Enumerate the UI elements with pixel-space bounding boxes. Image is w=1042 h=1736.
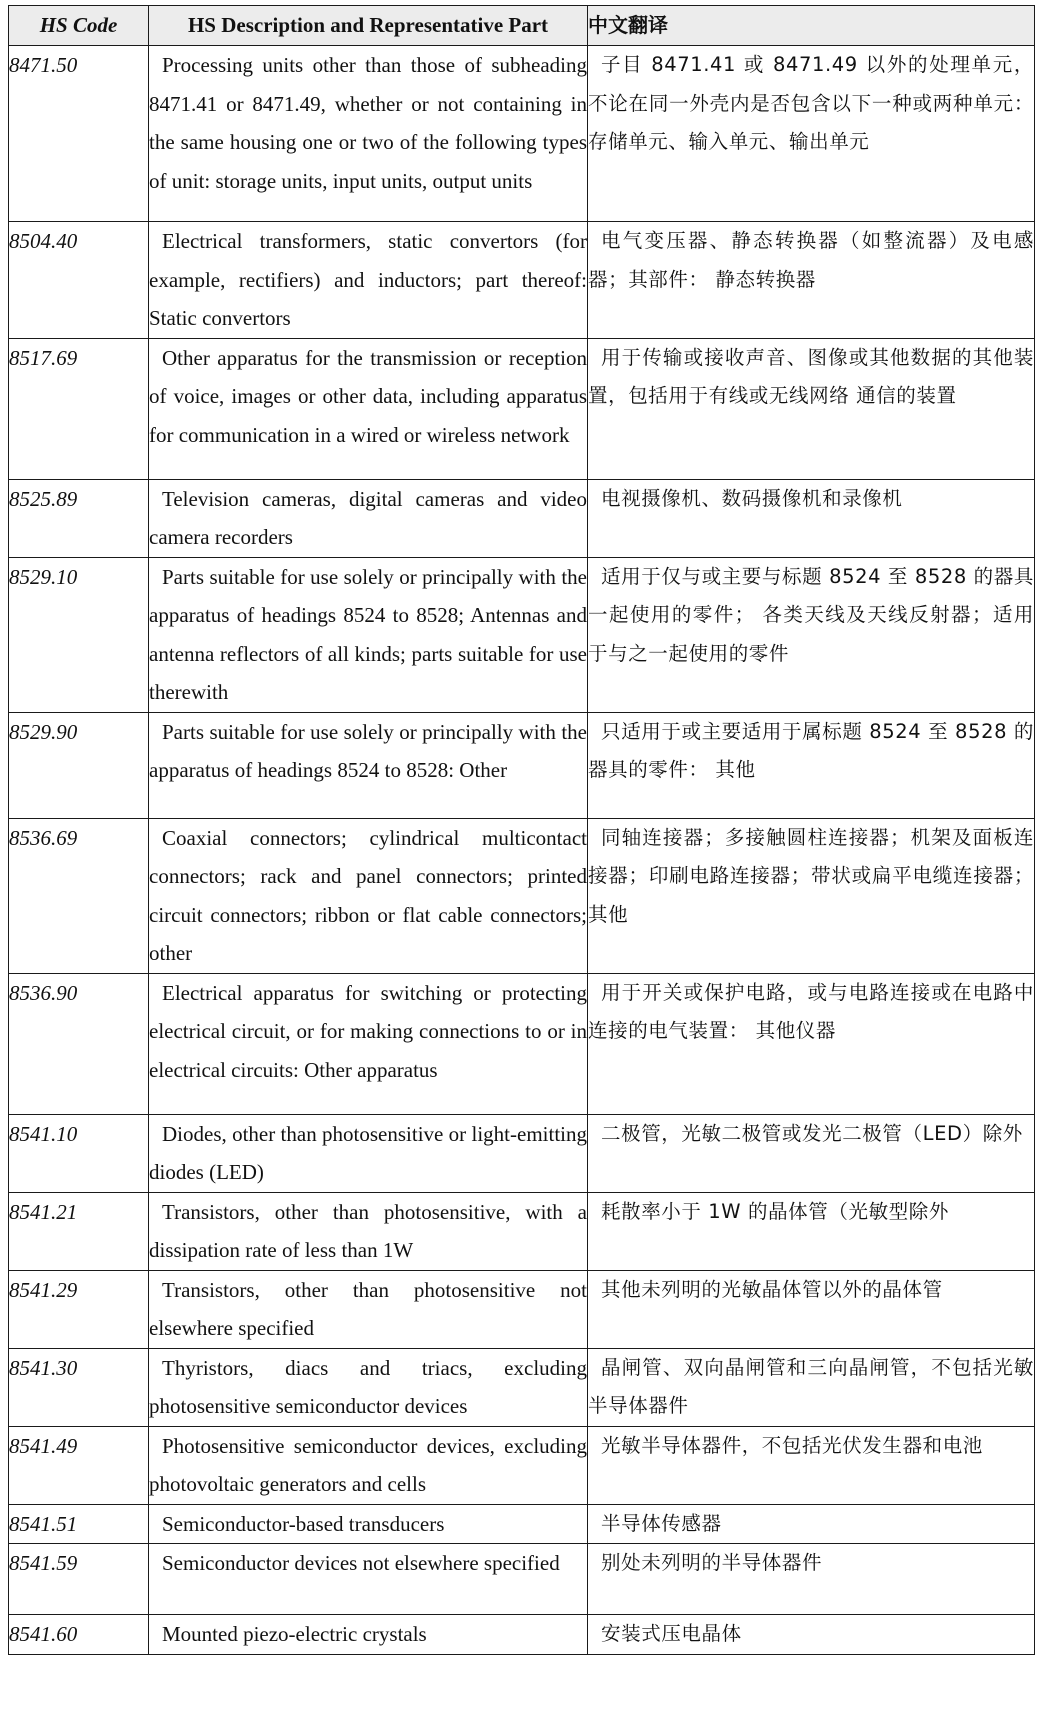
chinese-translation-cell: 用于开关或保护电路，或与电路连接或在电路中连接的电气装置： 其他仪器: [588, 973, 1035, 1114]
chinese-translation-cell: 其他未列明的光敏晶体管以外的晶体管: [588, 1270, 1035, 1348]
hs-code-cell: 8541.21: [9, 1192, 149, 1270]
hs-code-cell: 8541.49: [9, 1426, 149, 1504]
description-cell: Mounted piezo-electric crystals: [149, 1615, 588, 1655]
table-row: [9, 1348, 1035, 1426]
hs-code-cell: 8517.69: [9, 338, 149, 479]
header-chinese-translation: 中文翻译: [588, 6, 1035, 46]
table-row: [9, 973, 1035, 1114]
hs-code-cell: 8471.50: [9, 46, 149, 222]
chinese-translation-cell: 电气变压器、静态转换器（如整流器）及电感器；其部件： 静态转换器: [588, 222, 1035, 339]
table-row: [9, 479, 1035, 557]
description-cell: Parts suitable for use solely or principally with the apparatus of headings 8524 to 8528: Other: [149, 712, 588, 818]
description-cell: Semiconductor devices not elsewhere specified: [149, 1544, 588, 1615]
hs-code-cell: 8529.10: [9, 557, 149, 712]
table-row: [9, 222, 1035, 339]
header-hs-code: HS Code: [9, 6, 149, 46]
description-cell: Electrical transformers, static convertors (for example, rectifiers) and inductors; part thereof: Static convertors: [149, 222, 588, 339]
hs-code-cell: 8541.51: [9, 1504, 149, 1544]
hs-code-cell: 8536.90: [9, 973, 149, 1114]
chinese-translation-cell: 耗散率小于 1W 的晶体管（光敏型除外: [588, 1192, 1035, 1270]
table-row: [9, 338, 1035, 479]
chinese-translation-cell: 光敏半导体器件，不包括光伏发生器和电池: [588, 1426, 1035, 1504]
description-cell: Television cameras, digital cameras and video camera recorders: [149, 479, 588, 557]
chinese-translation-cell: 二极管，光敏二极管或发光二极管（LED）除外: [588, 1114, 1035, 1192]
table-row: [9, 1426, 1035, 1504]
hs-code-cell: 8541.59: [9, 1544, 149, 1615]
table-row: [9, 1615, 1035, 1655]
table-row: [9, 1504, 1035, 1544]
table-row: [9, 1270, 1035, 1348]
description-cell: Transistors, other than photosensitive not elsewhere specified: [149, 1270, 588, 1348]
chinese-translation-cell: 晶闸管、双向晶闸管和三向晶闸管，不包括光敏半导体器件: [588, 1348, 1035, 1426]
chinese-translation-cell: 用于传输或接收声音、图像或其他数据的其他装置，包括用于有线或无线网络 通信的装置: [588, 338, 1035, 479]
description-cell: Thyristors, diacs and triacs, excluding photosensitive semiconductor devices: [149, 1348, 588, 1426]
table-row: [9, 46, 1035, 222]
chinese-translation-cell: 只适用于或主要适用于属标题 8524 至 8528 的器具的零件： 其他: [588, 712, 1035, 818]
header-row: [9, 6, 1035, 46]
description-cell: Parts suitable for use solely or principally with the apparatus of headings 8524 to 8528; Antennas and antenna reflectors of all kinds; parts suitable for use therewith: [149, 557, 588, 712]
description-cell: Other apparatus for the transmission or reception of voice, images or other data, including apparatus for communication in a wired or wireless network: [149, 338, 588, 479]
hs-code-cell: 8541.29: [9, 1270, 149, 1348]
chinese-translation-cell: 安装式压电晶体: [588, 1615, 1035, 1655]
description-cell: Photosensitive semiconductor devices, excluding photovoltaic generators and cells: [149, 1426, 588, 1504]
hs-code-cell: 8529.90: [9, 712, 149, 818]
table-row: [9, 1192, 1035, 1270]
description-cell: Transistors, other than photosensitive, with a dissipation rate of less than 1W: [149, 1192, 588, 1270]
hs-code-cell: 8541.60: [9, 1615, 149, 1655]
hs-code-cell: 8541.30: [9, 1348, 149, 1426]
table-row: [9, 557, 1035, 712]
hs-code-cell: 8525.89: [9, 479, 149, 557]
description-cell: Electrical apparatus for switching or protecting electrical circuit, or for making connections to or in electrical circuits: Other apparatus: [149, 973, 588, 1114]
description-cell: Processing units other than those of subheading 8471.41 or 8471.49, whether or not containing in the same housing one or two of the following types of unit: storage units, input units, output units: [149, 46, 588, 222]
chinese-translation-cell: 电视摄像机、数码摄像机和录像机: [588, 479, 1035, 557]
description-cell: Coaxial connectors; cylindrical multicontact connectors; rack and panel connectors; printed circuit connectors; ribbon or flat cable connectors; other: [149, 818, 588, 973]
table-row: [9, 1114, 1035, 1192]
hs-code-cell: 8536.69: [9, 818, 149, 973]
table-row: [9, 1544, 1035, 1615]
description-cell: Diodes, other than photosensitive or light-emitting diodes (LED): [149, 1114, 588, 1192]
chinese-translation-cell: 别处未列明的半导体器件: [588, 1544, 1035, 1615]
description-cell: Semiconductor-based transducers: [149, 1504, 588, 1544]
chinese-translation-cell: 同轴连接器；多接触圆柱连接器；机架及面板连接器；印刷电路连接器；带状或扁平电缆连接器；其他: [588, 818, 1035, 973]
header-hs-description: HS Description and Representative Part: [149, 6, 588, 46]
table-header: [9, 6, 1035, 46]
chinese-translation-cell: 半导体传感器: [588, 1504, 1035, 1544]
table-row: [9, 712, 1035, 818]
table-row: [9, 818, 1035, 973]
chinese-translation-cell: 适用于仅与或主要与标题 8524 至 8528 的器具一起使用的零件； 各类天线及天线反射器；适用于与之一起使用的零件: [588, 557, 1035, 712]
chinese-translation-cell: 子目 8471.41 或 8471.49 以外的处理单元，不论在同一外壳内是否包含以下一种或两种单元：存储单元、输入单元、输出单元: [588, 46, 1035, 222]
hs-code-table: [8, 5, 1035, 1655]
hs-code-cell: 8541.10: [9, 1114, 149, 1192]
hs-code-cell: 8504.40: [9, 222, 149, 339]
table-body: [9, 46, 1035, 1655]
